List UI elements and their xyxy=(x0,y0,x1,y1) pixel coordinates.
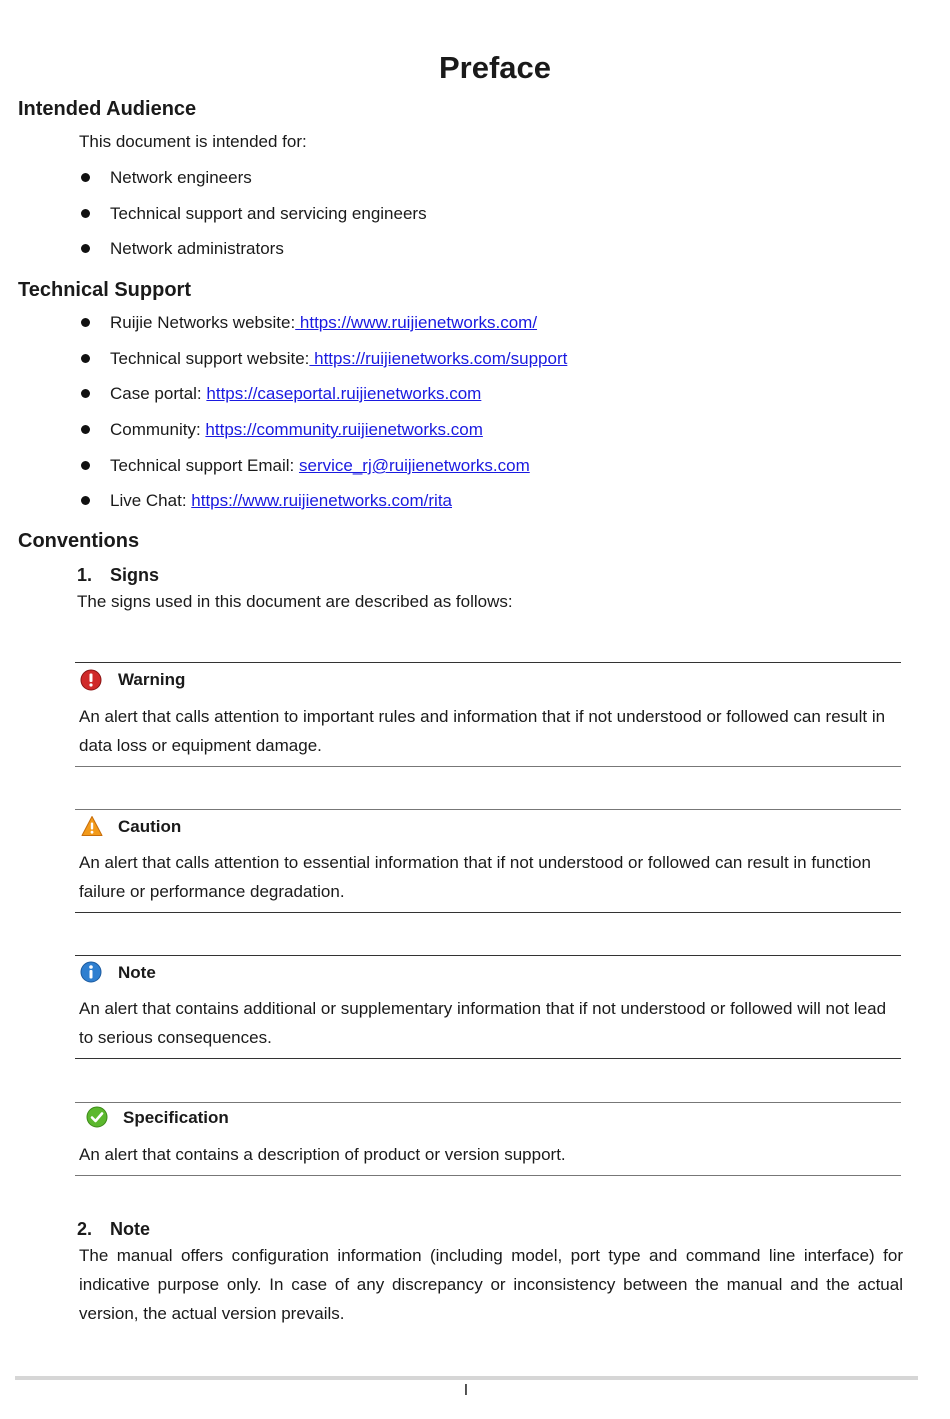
support-item xyxy=(110,456,530,476)
bullet-icon xyxy=(81,389,90,398)
footer-divider xyxy=(15,1376,918,1380)
bullet-icon xyxy=(81,244,90,253)
bullet-icon xyxy=(81,425,90,434)
audience-intro: This document is intended for: xyxy=(79,132,307,151)
support-label: Community: xyxy=(110,420,206,439)
section-number: 1. xyxy=(77,565,93,585)
signs-heading: Signs xyxy=(110,565,160,585)
intended-audience-heading: Intended Audience xyxy=(18,98,197,120)
page-number: I xyxy=(463,1382,469,1399)
warning-icon xyxy=(80,669,102,691)
audience-item: Network administrators xyxy=(110,239,284,258)
divider xyxy=(75,1058,901,1059)
support-item xyxy=(110,384,481,404)
divider xyxy=(75,1175,901,1176)
section-number: 2. xyxy=(77,1219,93,1239)
alert-label: Warning xyxy=(118,670,186,689)
support-label: Technical support website: xyxy=(110,349,310,368)
conventions-heading: Conventions xyxy=(18,530,140,552)
bullet-icon xyxy=(81,318,90,327)
support-label: Case portal: xyxy=(110,384,207,403)
divider xyxy=(75,766,901,767)
alert-label: Caution xyxy=(118,817,182,836)
email-link[interactable]: service_rj@ruijienetworks.com xyxy=(298,456,530,475)
bullet-icon xyxy=(81,461,90,470)
case-portal-link[interactable]: https://caseportal.ruijienetworks.com xyxy=(206,384,482,403)
audience-item: Technical support and servicing engineers xyxy=(110,204,427,223)
support-item xyxy=(110,491,452,511)
divider xyxy=(75,1102,901,1103)
divider xyxy=(75,662,901,663)
caution-icon xyxy=(81,815,103,837)
support-label: Technical support Email: xyxy=(110,456,299,475)
website-link[interactable]: https://www.ruijienetworks.com/ xyxy=(295,313,538,332)
bullet-icon xyxy=(81,354,90,363)
live-chat-link[interactable]: https://www.ruijienetworks.com/rita xyxy=(191,491,453,510)
support-item xyxy=(110,313,537,333)
support-label: Live Chat: xyxy=(110,491,192,510)
technical-support-heading: Technical Support xyxy=(18,279,191,301)
note-text: The manual offers configuration information (including model, port type and command line interface) for indicative purpose only. In case of any discrepancy or inconsistency between the manual and the actual version, the actual version prevails. xyxy=(79,1246,903,1323)
bullet-icon xyxy=(81,173,90,182)
checkmark-icon xyxy=(86,1106,108,1128)
support-label: Ruijie Networks website: xyxy=(110,313,296,332)
alert-text: An alert that calls attention to essential information that if not understood or followed can result in function failure or performance degradation. xyxy=(79,853,871,901)
support-item xyxy=(110,349,567,369)
alert-text: An alert that contains additional or supplementary information that if not understood or followed will not lead to serious consequences. xyxy=(79,999,887,1047)
note-heading: Note xyxy=(110,1219,150,1239)
info-icon xyxy=(80,961,102,983)
alert-text: An alert that contains a description of product or version support. xyxy=(79,1145,566,1164)
bullet-icon xyxy=(81,496,90,505)
signs-intro: The signs used in this document are described as follows: xyxy=(77,592,513,611)
page-title: Preface xyxy=(438,50,552,85)
support-website-link[interactable]: https://ruijienetworks.com/support xyxy=(309,349,568,368)
divider xyxy=(75,809,901,810)
alert-label: Specification xyxy=(123,1108,229,1127)
divider xyxy=(75,912,901,913)
alert-text: An alert that calls attention to important rules and information that if not understood or followed can result in data loss or equipment damage. xyxy=(79,707,886,755)
alert-label: Note xyxy=(118,963,156,982)
divider xyxy=(75,955,901,956)
support-item xyxy=(110,420,483,440)
bullet-icon xyxy=(81,209,90,218)
audience-item: Network engineers xyxy=(110,168,252,187)
community-link[interactable]: https://community.ruijienetworks.com xyxy=(205,420,483,439)
